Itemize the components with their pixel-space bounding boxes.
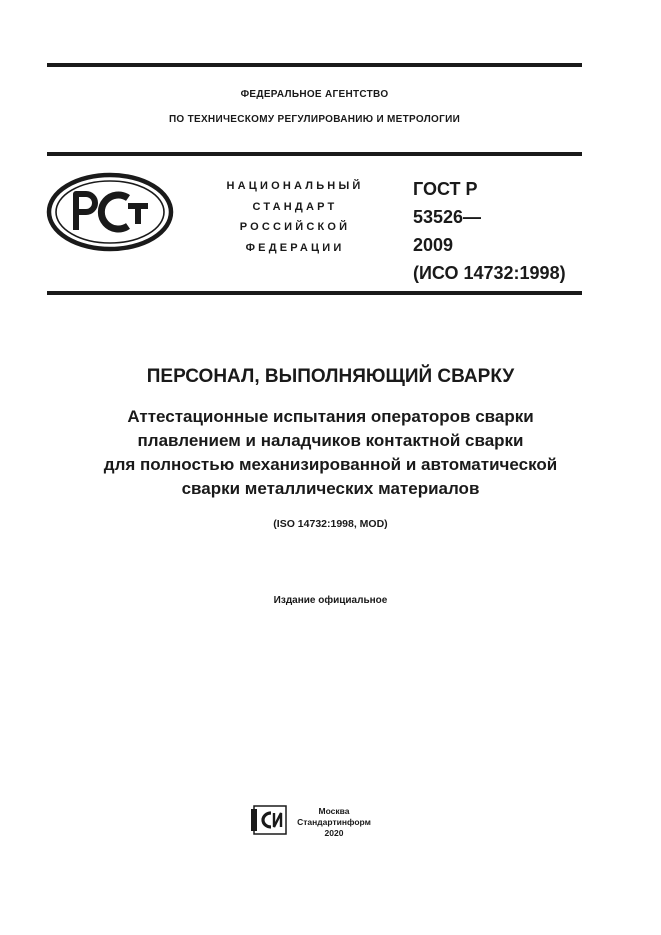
designation-line: ГОСТ Р [413, 179, 478, 199]
iso-reference: (ISO 14732:1998, MOD) [273, 518, 388, 530]
agency-name-line-1: ФЕДЕРАЛЬНОЕ АГЕНТСТВО [240, 89, 389, 100]
standard-type-line: РОССИЙСКОЙ [239, 221, 351, 233]
subtitle-line: сварки металлических материалов [181, 479, 480, 498]
designation-line: 53526— [413, 207, 482, 227]
designation-rule [47, 291, 582, 295]
agency-name-line-2: ПО ТЕХНИЧЕСКОМУ РЕГУЛИРОВАНИЮ И МЕТРОЛОГИИ [168, 114, 461, 125]
publisher-info [295, 806, 373, 839]
rst-certification-logo-icon [46, 172, 174, 252]
standard-designation [413, 175, 566, 287]
publisher-year: 2020 [324, 828, 344, 838]
designation-line: (ИСО 14732:1998) [413, 263, 566, 283]
standard-type-line: НАЦИОНАЛЬНЫЙ [226, 180, 364, 192]
edition-label: Издание официальное [273, 595, 388, 606]
standard-type-line: СТАНДАРТ [252, 200, 338, 213]
subtitle-line: для полностью механизированной и автоматической [103, 455, 558, 474]
top-rule [47, 63, 582, 67]
publisher-name: Стандартинформ [297, 817, 371, 827]
subtitle-line: плавлением и наладчиков контактной сварки [137, 431, 524, 450]
designation-line: 2009 [413, 235, 454, 255]
subtitle-line: Аттестационные испытания операторов сварки [127, 407, 534, 426]
standartinform-logo-icon [249, 805, 287, 835]
document-subtitle [30, 405, 631, 501]
standard-type-line: ФЕДЕРАЦИИ [245, 241, 345, 254]
document-title: ПЕРСОНАЛ, ВЫПОЛНЯЮЩИЙ СВАРКУ [146, 366, 515, 387]
national-standard-label [200, 176, 390, 258]
header-rule [47, 152, 582, 156]
publisher-city: Москва [318, 806, 350, 816]
